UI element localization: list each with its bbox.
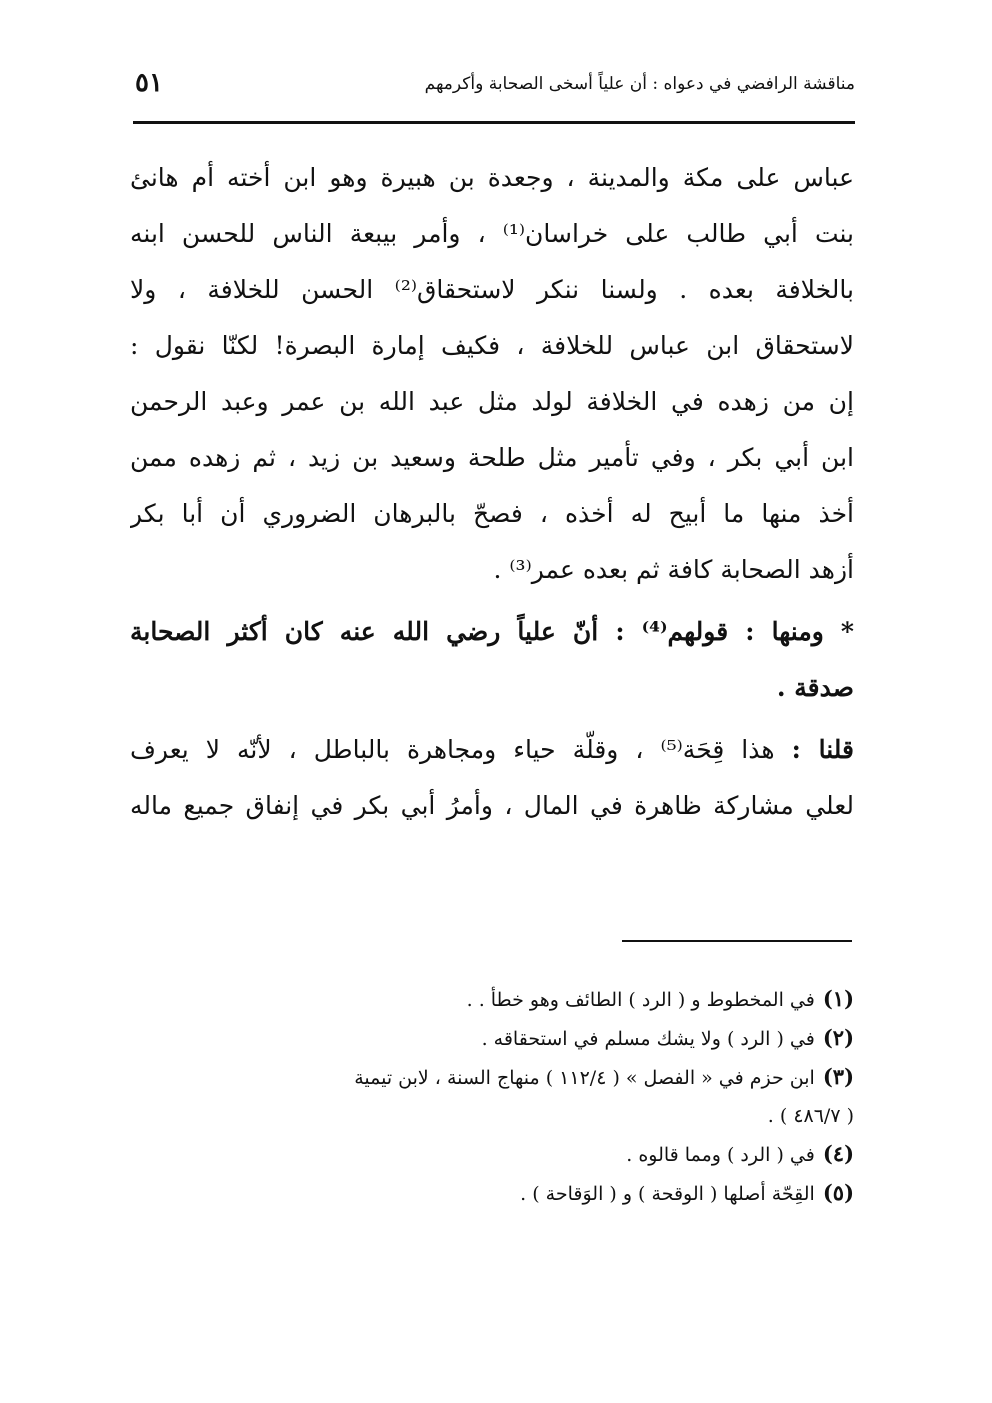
footnote-text: القِحّة أصلها ( الوقحة ) و ( الوَقاحة ) . — [520, 1183, 815, 1205]
text-line: لاستحقاق ابن عباس للخلافة ، فكيف إمارة البصرة! لكنّا نقول : — [130, 331, 854, 360]
heading-line: * ومنها : قولهم⁽⁴⁾ : أنّ علياً رضي الله عنه كان أكثر الصحابة — [130, 617, 854, 646]
text-line: إن من زهده في الخلافة لولد مثل عبد الله بن عمر وعبد الرحمن — [130, 387, 854, 416]
footnote — [130, 980, 854, 1019]
reply-line: لعلي مشاركة ظاهرة في المال ، وأمرُ أبي بكر في إنفاق جميع ماله — [130, 791, 854, 820]
footnote-number: (٤) — [822, 1141, 854, 1166]
text-line: بالخلافة بعده . ولسنا ننكر لاستحقاق⁽²⁾ الحسن للخلافة ، ولا — [130, 275, 854, 304]
reply-label: قلنا : — [791, 735, 854, 764]
footnote-number: (١) — [822, 986, 854, 1011]
reply-line — [130, 722, 854, 778]
footnote — [130, 1135, 854, 1174]
page-header — [135, 66, 855, 116]
footnote-number: (٢) — [822, 1025, 854, 1050]
text-line: بنت أبي طالب على خراسان⁽¹⁾ ، وأمر بيبعة الناس للحسن ابنه — [130, 219, 854, 248]
footnote — [130, 1019, 854, 1058]
page-number: ٥١ — [135, 68, 163, 98]
footnote-continuation: ( ٤٨٦/٧ ) . — [767, 1105, 854, 1127]
footnote-text: ابن حزم في « الفصل » ( ١١٢/٤ ) منهاج السنة ، لابن تيمية — [354, 1067, 815, 1089]
footnote-rule — [622, 940, 852, 942]
text-line: أزهد الصحابة كافة ثم بعده عمر⁽³⁾ . — [493, 555, 854, 584]
footnote-text: في ( الرد ) ولا يشك مسلم في استحقاقه . — [481, 1028, 815, 1050]
text-line: أخذ منها ما أبيح له أخذه ، فصحّ بالبرهان الضروري أن أبا بكر — [130, 499, 854, 528]
running-title: مناقشة الرافضي في دعواه : أن علياً أسخى الصحابة وأكرمهم — [424, 74, 855, 94]
footnotes — [130, 980, 854, 1213]
header-rule — [133, 121, 855, 124]
footnote-text: في المخطوط و ( الرد ) الطائف وهو خطأ . . — [466, 989, 815, 1011]
main-text — [130, 150, 854, 834]
footnote — [130, 1058, 854, 1097]
text-line: عباس على مكة والمدينة ، وجعدة بن هبيرة وهو ابن أخته أم هانئ — [130, 163, 854, 192]
footnote — [130, 1174, 854, 1213]
text-line: ابن أبي بكر ، وفي تأمير مثل طلحة وسعيد بن زيد ، ثم زهده ممن — [130, 443, 854, 472]
footnote-number: (٣) — [822, 1064, 854, 1089]
footnote-text: في ( الرد ) ومما قالوه . — [626, 1144, 815, 1166]
heading-line: صدقة . — [776, 673, 854, 702]
footnote-number: (٥) — [822, 1180, 854, 1205]
reply-text: هذا قِحَة⁽⁵⁾ ، وقلّة حياء ومجاهرة بالباطل ، لأنّه لا يعرف — [130, 735, 775, 764]
